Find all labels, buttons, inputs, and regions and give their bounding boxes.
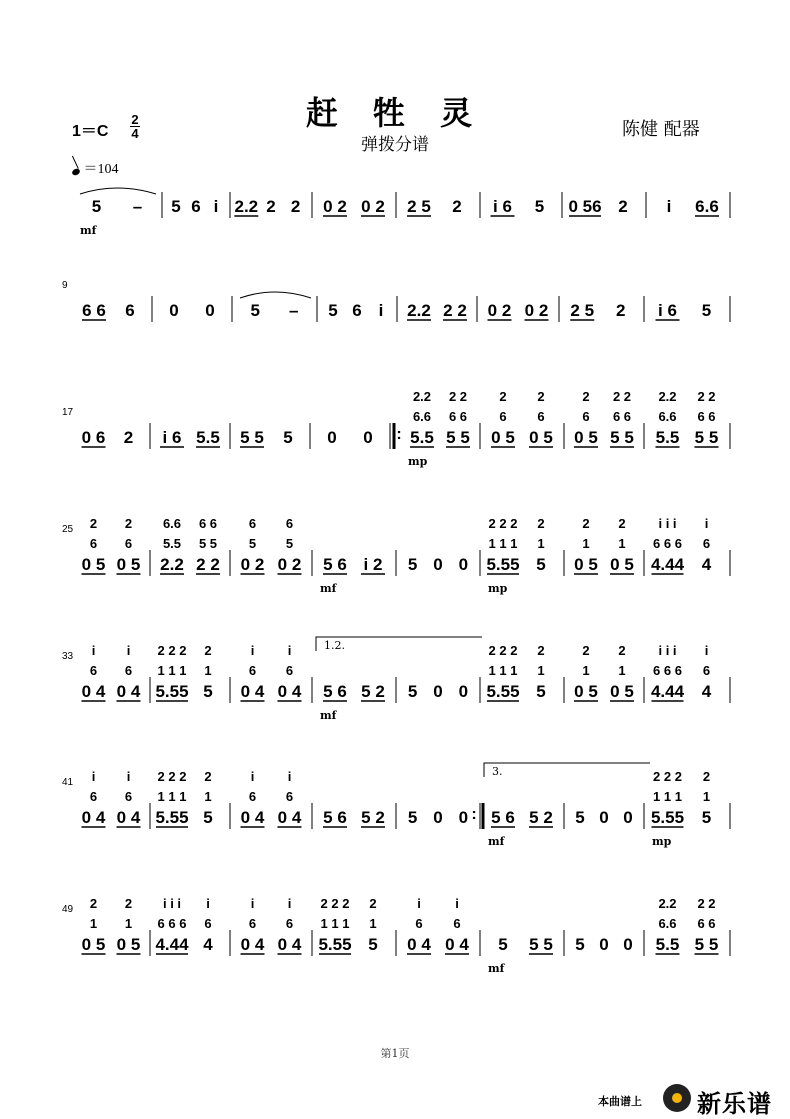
note-group: 5.5 [655, 428, 680, 447]
note-group: 0 2 [277, 555, 302, 574]
harmony-mid: 6 6 [697, 409, 716, 424]
harmony-mid: 6 [537, 409, 545, 424]
note-group: 2 [290, 197, 301, 216]
note-group: 5 5 [694, 935, 719, 954]
harmony-mid: 6 6 6 [157, 916, 187, 931]
harmony-up: 2 [124, 896, 133, 911]
harmony-up: 2 2 2 [157, 643, 187, 658]
note-group: 5 2 [529, 808, 553, 827]
harmony-up: i [455, 896, 459, 911]
note-group: 5 5 [694, 428, 719, 447]
note-group: 0 [458, 808, 469, 827]
harmony-up: 6 6 [198, 516, 218, 531]
measure-number: 17 [62, 407, 74, 418]
measure-number: 41 [62, 777, 74, 788]
note-group: 0 5 [574, 682, 598, 701]
harmony-up: 2 2 [612, 389, 632, 404]
note-group: 5 2 [361, 682, 385, 701]
note-group: 0 4 [240, 808, 265, 827]
note-group: 5 [536, 555, 546, 574]
harmony-up: 2 [582, 516, 590, 531]
dynamic-mark: mp [408, 455, 428, 468]
note-group: 0 [623, 808, 633, 827]
harmony-mid: 1 1 1 [157, 663, 187, 678]
harmony-up: 2 [537, 516, 545, 531]
note-group: 5 [701, 301, 712, 320]
note-group: 6 [352, 301, 362, 320]
tie-slur [80, 188, 156, 194]
arranger-credit: 陈健 配器 [622, 119, 700, 140]
measure-number: 49 [62, 904, 74, 915]
note-group: i 2 [363, 555, 383, 574]
harmony-up: 2 2 2 [488, 516, 518, 531]
dynamic-mark: mf [320, 709, 337, 722]
note-group: 5 [368, 935, 378, 954]
note-group: 5 [407, 808, 418, 827]
harmony-mid: 6 [248, 789, 257, 804]
note-group: 0 [327, 428, 337, 447]
harmony-mid: 5 5 [198, 536, 218, 551]
note-group: 5 [203, 682, 213, 701]
note-group: 5 [701, 808, 712, 827]
note-group: 5 [498, 935, 508, 954]
note-group: 5 6 [323, 808, 347, 827]
note-group: 0 4 [407, 935, 431, 954]
note-group: – [289, 301, 299, 320]
dynamic-mark: mp [488, 582, 508, 595]
harmony-up: 2 [702, 769, 711, 784]
note-group: i [213, 197, 219, 216]
harmony-mid: 1 1 1 [653, 789, 682, 804]
harmony-up: 2 2 2 [653, 769, 682, 784]
note-group: 5.55 [155, 808, 189, 827]
note-group: 5 5 [610, 428, 634, 447]
harmony-up: 2.2 [658, 896, 677, 911]
harmony-mid: 6.6 [412, 409, 432, 424]
note-group: 5 [328, 301, 338, 320]
note-group: 0 4 [116, 808, 141, 827]
note-group: 0 4 [116, 682, 141, 701]
harmony-mid: 1 [618, 663, 626, 678]
time-signature-bottom: 4 [131, 126, 139, 141]
time-signature-top: 2 [131, 112, 139, 127]
note-group: 4 [701, 555, 712, 574]
note-group: 5 5 [529, 935, 553, 954]
volta-label: 1.2. [324, 639, 345, 652]
harmony-mid: 6 [89, 536, 98, 551]
note-group: 0 [433, 682, 443, 701]
harmony-up: 2 2 2 [488, 643, 518, 658]
tempo-value: ＝104 [83, 162, 119, 177]
harmony-mid: 6 [248, 663, 257, 678]
harmony-up: i [704, 643, 709, 658]
note-group: 0 [599, 935, 609, 954]
note-group: 0 56 [568, 197, 602, 216]
harmony-mid: 6 [285, 789, 294, 804]
harmony-mid: 6 [499, 409, 507, 424]
note-group: 6 [125, 301, 135, 320]
note-group: 0 5 [610, 555, 634, 574]
harmony-mid: 5.5 [162, 536, 182, 551]
harmony-mid: 1 [582, 536, 590, 551]
harmony-mid: 6 [582, 409, 590, 424]
note-group: 0 4 [445, 935, 469, 954]
harmony-up: 2 [582, 389, 590, 404]
harmony-up: 2 [582, 643, 590, 658]
harmony-up: 2.2 [412, 389, 432, 404]
note-group: 0 5 [81, 935, 106, 954]
note-group: 5 [575, 935, 585, 954]
note-group: 5.55 [486, 555, 520, 574]
harmony-up: 2 [499, 389, 507, 404]
note-group: 2 [618, 197, 628, 216]
harmony-mid: 6 6 [697, 916, 716, 931]
harmony-mid: 1 [582, 663, 590, 678]
note-group: 0 5 [574, 428, 598, 447]
harmony-up: 2 2 [697, 896, 716, 911]
note-group: i 6 [162, 428, 182, 447]
note-group: 2 [452, 197, 462, 216]
note-group: 5.55 [486, 682, 520, 701]
harmony-mid: 6 [124, 536, 133, 551]
note-group: 5 [171, 197, 181, 216]
harmony-mid: 6 [453, 916, 461, 931]
harmony-up: 2 [537, 643, 545, 658]
harmony-up: i i i [162, 896, 182, 911]
harmony-up: i [417, 896, 421, 911]
harmony-up: 2.2 [658, 389, 677, 404]
score-subtitle: 弹拨分谱 [361, 135, 429, 155]
page-number: 第1页 [380, 1047, 410, 1060]
note-group: 5.55 [650, 808, 685, 827]
note-group: 2.2 [407, 301, 431, 320]
dynamic-mark: mp [652, 835, 672, 848]
harmony-mid: 6 [248, 916, 257, 931]
harmony-mid: 6 6 [448, 409, 468, 424]
note-group: i [378, 301, 384, 320]
harmony-mid: 6.6 [658, 916, 677, 931]
harmony-up: 2 2 2 [157, 769, 187, 784]
note-group: 2 [266, 197, 276, 216]
note-group: 0 4 [81, 808, 106, 827]
record-logo-icon [663, 1084, 691, 1112]
harmony-mid: 1 1 1 [157, 789, 187, 804]
note-group: i 6 [493, 197, 512, 216]
note-group: – [132, 197, 143, 216]
harmony-up: 2 [124, 516, 133, 531]
harmony-mid: 6 [124, 789, 133, 804]
harmony-up: 2 [369, 896, 377, 911]
note-group: 0 2 [487, 301, 512, 320]
harmony-up: 6 [248, 516, 257, 531]
harmony-mid: 6 [285, 663, 294, 678]
note-group: 5.5 [196, 428, 220, 447]
note-group: 0 4 [240, 935, 265, 954]
harmony-up: 2 [204, 643, 212, 658]
note-group: 0 [623, 935, 633, 954]
harmony-mid: 1 [369, 916, 377, 931]
harmony-up: 6 [285, 516, 294, 531]
harmony-up: i [250, 643, 255, 658]
harmony-mid: 6 [89, 789, 98, 804]
note-group: 2 [123, 428, 134, 447]
harmony-up: 2 [618, 643, 626, 658]
harmony-up: i [250, 896, 255, 911]
harmony-mid: 1 [89, 916, 98, 931]
note-group: 5.55 [155, 682, 189, 701]
note-group: 0 4 [81, 682, 106, 701]
note-group: 0 [599, 808, 609, 827]
harmony-up: i [126, 769, 131, 784]
harmony-mid: 5 [285, 536, 294, 551]
note-group: 0 2 [240, 555, 265, 574]
harmony-up: 2 2 [697, 389, 716, 404]
note-group: 2 5 [570, 301, 595, 320]
harmony-mid: 6 [702, 536, 711, 551]
harmony-mid: 1 [702, 789, 711, 804]
note-group: 0 5 [81, 555, 106, 574]
note-group: i 6 [658, 301, 677, 320]
note-group: 5 [575, 808, 585, 827]
note-group: i [666, 197, 672, 216]
harmony-mid: 6 [702, 663, 711, 678]
note-group: 0 4 [277, 808, 302, 827]
note-group: 4.44 [155, 935, 189, 954]
harmony-mid: 1 [124, 916, 133, 931]
harmony-up: i [287, 896, 292, 911]
harmony-mid: 1 [204, 789, 212, 804]
harmony-mid: 1 [204, 663, 212, 678]
score-title: 赶 牲 灵 [305, 94, 485, 132]
harmony-up: i i i [658, 516, 677, 531]
dynamic-mark: mf [80, 224, 97, 237]
note-group: 0 [433, 555, 443, 574]
note-group: 6.6 [695, 197, 719, 216]
note-group: 2.2 [160, 555, 184, 574]
note-group: 5 [407, 682, 418, 701]
dynamic-mark: mf [488, 962, 505, 975]
harmony-mid: 6 6 [612, 409, 632, 424]
note-group: 5 [250, 301, 260, 320]
harmony-up: 2 [89, 896, 98, 911]
note-group: 5 [283, 428, 293, 447]
note-group: 0 5 [116, 555, 141, 574]
note-group: 2 2 [196, 555, 220, 574]
note-group: 4 [701, 682, 712, 701]
note-group: 5 [536, 682, 546, 701]
note-group: 5 [91, 197, 102, 216]
harmony-up: 2 [204, 769, 212, 784]
dynamic-mark: mf [488, 835, 505, 848]
harmony-up: i [126, 643, 131, 658]
harmony-up: 2 [89, 516, 98, 531]
note-group: 5 5 [240, 428, 264, 447]
note-group: 5 [407, 555, 418, 574]
harmony-up: i [91, 769, 96, 784]
note-group: 0 5 [529, 428, 553, 447]
dynamic-mark: mf [320, 582, 337, 595]
harmony-up: i [704, 516, 709, 531]
measure-number: 25 [62, 524, 74, 535]
harmony-mid: 6.6 [658, 409, 677, 424]
volta-label: 3. [492, 765, 503, 778]
note-group: 4.44 [650, 682, 685, 701]
harmony-up: 2 [618, 516, 626, 531]
note-group: 0 5 [491, 428, 515, 447]
note-group: 4.44 [650, 555, 685, 574]
tie-slur [240, 292, 311, 298]
harmony-up: i [287, 769, 292, 784]
note-group: 5 2 [361, 808, 385, 827]
note-group: 5 6 [323, 555, 347, 574]
repeat-dots: : [396, 426, 402, 443]
harmony-mid: 6 6 6 [653, 536, 682, 551]
note-group: 0 4 [277, 682, 302, 701]
harmony-mid: 5 [248, 536, 257, 551]
note-group: 0 5 [574, 555, 598, 574]
note-group: 0 [458, 555, 469, 574]
harmony-up: 2 [537, 389, 545, 404]
harmony-up: 6.6 [162, 516, 182, 531]
harmony-mid: 6 [415, 916, 423, 931]
source-logo-text: 新乐谱 [697, 1091, 772, 1118]
note-group: 0 [433, 808, 443, 827]
harmony-mid: 6 [124, 663, 133, 678]
note-group: 5 [203, 808, 213, 827]
note-group: 0 [458, 682, 469, 701]
note-group: 5 5 [446, 428, 470, 447]
note-group: 2 [616, 301, 626, 320]
harmony-up: i i i [658, 643, 677, 658]
harmony-up: 2 2 2 [320, 896, 350, 911]
note-group: 5.5 [655, 935, 680, 954]
note-group: 0 [205, 301, 215, 320]
note-group: 0 4 [277, 935, 302, 954]
harmony-mid: 1 [618, 536, 626, 551]
key-label: 1＝C [72, 123, 109, 140]
note-group: 0 [169, 301, 179, 320]
harmony-mid: 6 [89, 663, 98, 678]
note-group: 6 [191, 197, 201, 216]
harmony-mid: 1 [537, 536, 545, 551]
harmony-up: i [91, 643, 96, 658]
note-group: 0 2 [323, 197, 347, 216]
measure-number: 33 [62, 651, 74, 662]
note-group: 4 [203, 935, 213, 954]
harmony-mid: 1 1 1 [488, 663, 518, 678]
note-group: 5 6 [323, 682, 347, 701]
repeat-dots: : [471, 806, 477, 823]
note-group: 2 5 [407, 197, 431, 216]
note-group: 0 [363, 428, 373, 447]
note-group: 0 2 [524, 301, 549, 320]
volta-bracket [484, 763, 650, 777]
harmony-up: i [287, 643, 292, 658]
note-group: 0 6 [81, 428, 106, 447]
harmony-mid: 6 6 6 [653, 663, 682, 678]
note-group: 5 6 [491, 808, 515, 827]
note-group: 0 4 [240, 682, 265, 701]
harmony-mid: 6 [285, 916, 294, 931]
harmony-mid: 1 [537, 663, 545, 678]
note-group: 0 2 [361, 197, 385, 216]
harmony-mid: 1 1 1 [320, 916, 350, 931]
harmony-mid: 6 [204, 916, 212, 931]
source-prefix: 本曲谱上 [598, 1096, 642, 1108]
note-group: 0 5 [116, 935, 141, 954]
note-group: 5 [534, 197, 545, 216]
note-group: 2 2 [443, 301, 467, 320]
note-group: 5.5 [410, 428, 434, 447]
measure-number: 9 [62, 280, 68, 291]
note-group: 0 5 [610, 682, 634, 701]
note-group: 6 6 [82, 301, 106, 320]
note-group: 2.2 [234, 197, 259, 216]
harmony-up: i [250, 769, 255, 784]
harmony-mid: 1 1 1 [488, 536, 518, 551]
harmony-up: i [206, 896, 210, 911]
harmony-up: 2 2 [448, 389, 468, 404]
note-group: 5.55 [318, 935, 352, 954]
